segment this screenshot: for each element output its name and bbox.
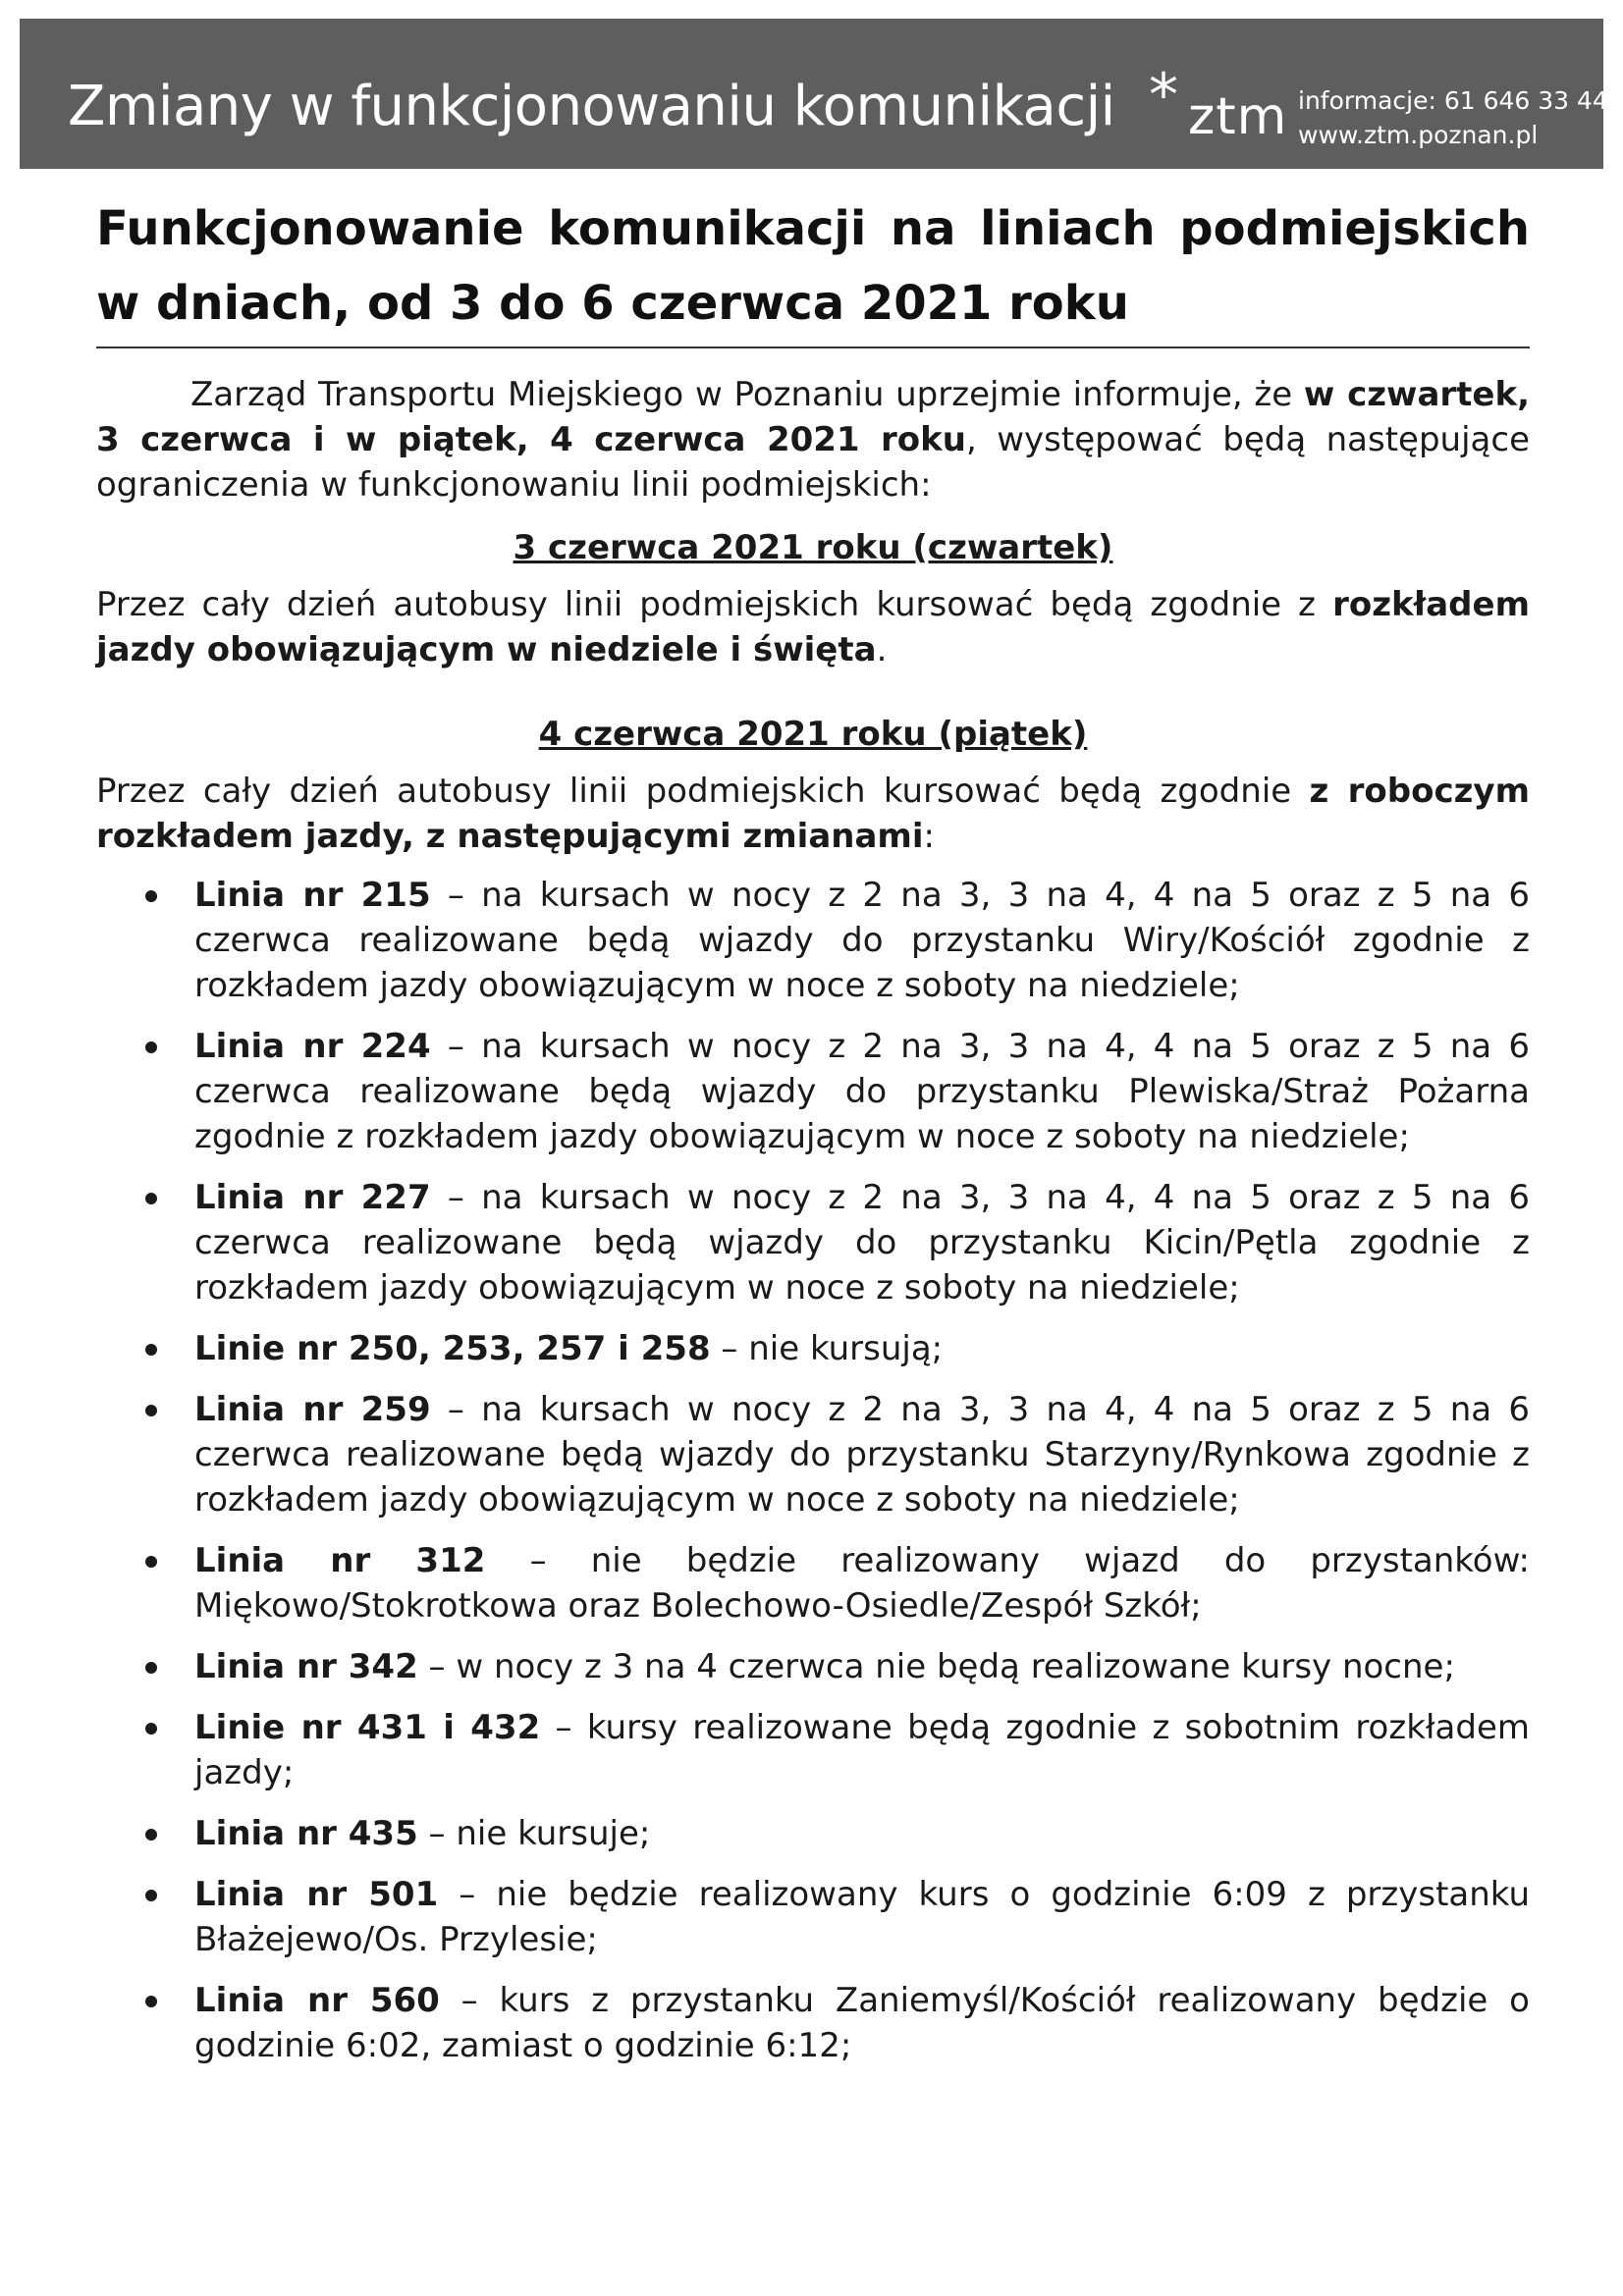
intro-text-end: , występować będą następujące ograniczenia w funkcjonowaniu linii podmiejskich: [96, 420, 1530, 505]
section-bold-text: z roboczym rozkładem jazdy, z następującymi zmianami [96, 772, 1530, 856]
line-change-text: – na kursach w nocy z 2 na 3, 3 na 4, 4 na 5 oraz z 5 na 6 czerwca realizowane będą wjazdy do przystanku Starzyny/Rynkowa zgodnie z rozkładem jazdy obowiązującym w noce z soboty na niedziele; [194, 1390, 1530, 1520]
list-item [96, 1538, 1530, 1629]
bullet-icon [145, 1829, 157, 1841]
bullet-icon [145, 1662, 157, 1674]
list-item [96, 873, 1530, 1008]
list-item [96, 1024, 1530, 1159]
bullet-icon [145, 1890, 157, 1901]
section-paragraph-june-3 [96, 582, 1530, 672]
contact-phone: informacje: 61 646 33 44 [1298, 86, 1608, 115]
list-item [96, 1175, 1530, 1310]
section-bold-text: rozkładem jazdy obowiązującym w niedziele i święta [96, 585, 1530, 669]
list-item [96, 1705, 1530, 1795]
list-item [96, 1326, 1530, 1371]
line-number: Linia nr 435 [194, 1814, 418, 1853]
line-number: Linia nr 560 [194, 1981, 440, 2020]
section-heading-june-3: 3 czerwca 2021 roku (czwartek) [513, 528, 1113, 567]
line-number: Linia nr 312 [194, 1541, 486, 1580]
section-heading-june-4: 4 czerwca 2021 roku (piątek) [538, 715, 1088, 754]
line-number: Linie nr 250, 253, 257 i 258 [194, 1329, 711, 1368]
line-change-text: – na kursach w nocy z 2 na 3, 3 na 4, 4 na 5 oraz z 5 na 6 czerwca realizowane będą wjazdy do przystanku Wiry/Kościół zgodnie z rozkładem jazdy obowiązującym w noce z soboty na niedziele; [194, 876, 1530, 1005]
line-change-text: – kurs z przystanku Zaniemyśl/Kościół realizowany będzie o godzinie 6:02, zamiast o godzinie 6:12; [194, 1981, 1530, 2065]
header-title: Zmiany w funkcjonowaniu komunikacji [68, 75, 1115, 138]
section-paragraph-june-4 [96, 769, 1530, 859]
intro-text: Zarząd Transportu Miejskiego w Poznaniu uprzejmie informuje, że [190, 375, 1304, 414]
intro-dates: w czwartek, 3 czerwca i w piątek, 4 czerwca 2021 roku [96, 375, 1531, 459]
logo-text: ztm [1188, 87, 1288, 146]
line-number: Linia nr 259 [194, 1390, 431, 1429]
line-change-text: – na kursach w nocy z 2 na 3, 3 na 4, 4 na 5 oraz z 5 na 6 czerwca realizowane będą wjazdy do przystanku Kicin/Pętla zgodnie z rozkładem jazdy obowiązującym w noce z soboty na niedziele; [194, 1178, 1530, 1308]
section-text: Przez cały dzień autobusy linii podmiejskich kursować będą zgodnie [96, 772, 1310, 811]
intro-paragraph [96, 372, 1530, 507]
bullet-icon [145, 890, 157, 902]
line-number: Linia nr 227 [194, 1178, 431, 1217]
line-change-text: – nie kursują; [710, 1329, 944, 1368]
contact-website: www.ztm.poznan.pl [1298, 121, 1539, 149]
bullet-icon [145, 1723, 157, 1735]
document-title: Funkcjonowanie komunikacji na liniach podmiejskich w dniach, od 3 do 6 czerwca 2021 roku [96, 191, 1530, 348]
line-number: Linia nr 342 [194, 1647, 418, 1686]
line-change-text: – kursy realizowane będą zgodnie z sobotnim rozkładem jazdy; [194, 1708, 1531, 1792]
line-change-text: – na kursach w nocy z 2 na 3, 3 na 4, 4 na 5 oraz z 5 na 6 czerwca realizowane będą wjazdy do przystanku Plewiska/Straż Pożarna zgodnie z rozkładem jazdy obowiązującym w noce z soboty na niedziele; [194, 1027, 1530, 1156]
bullet-icon [145, 1405, 157, 1416]
list-item [96, 1978, 1530, 2068]
section-text: Przez cały dzień autobusy linii podmiejskich kursować będą zgodnie z [96, 585, 1333, 624]
line-change-text: – nie będzie realizowany kurs o godzinie 6:09 z przystanku Błażejewo/Os. Przylesie; [194, 1875, 1530, 1959]
section-text-end: : [923, 817, 935, 856]
line-change-text: – nie kursuje; [417, 1814, 651, 1853]
bullet-icon [145, 1996, 157, 2007]
header-bar [20, 19, 1608, 169]
line-number: Linia nr 215 [194, 876, 431, 915]
document-body [96, 191, 1530, 2084]
bullet-icon [145, 1556, 157, 1568]
line-change-text: – nie będzie realizowany wjazd do przystanków: Miękowo/Stokrotkowa oraz Bolechowo-Osiedle/Zespół Szkół; [194, 1541, 1530, 1626]
list-item [96, 1387, 1530, 1522]
list-item [96, 1644, 1530, 1689]
logo-star-icon: * [1149, 61, 1178, 130]
section-text-end: . [876, 630, 888, 669]
changes-list [96, 873, 1530, 2068]
bullet-icon [145, 1193, 157, 1204]
contact-info [1298, 83, 1608, 152]
line-number: Linia nr 501 [194, 1875, 439, 1914]
bullet-icon [145, 1041, 157, 1053]
line-number: Linia nr 224 [194, 1027, 431, 1066]
line-change-text: – w nocy z 3 na 4 czerwca nie będą realizowane kursy nocne; [417, 1647, 1455, 1686]
line-number: Linie nr 431 i 432 [194, 1708, 541, 1747]
list-item [96, 1872, 1530, 1962]
bullet-icon [145, 1344, 157, 1356]
list-item [96, 1811, 1530, 1856]
